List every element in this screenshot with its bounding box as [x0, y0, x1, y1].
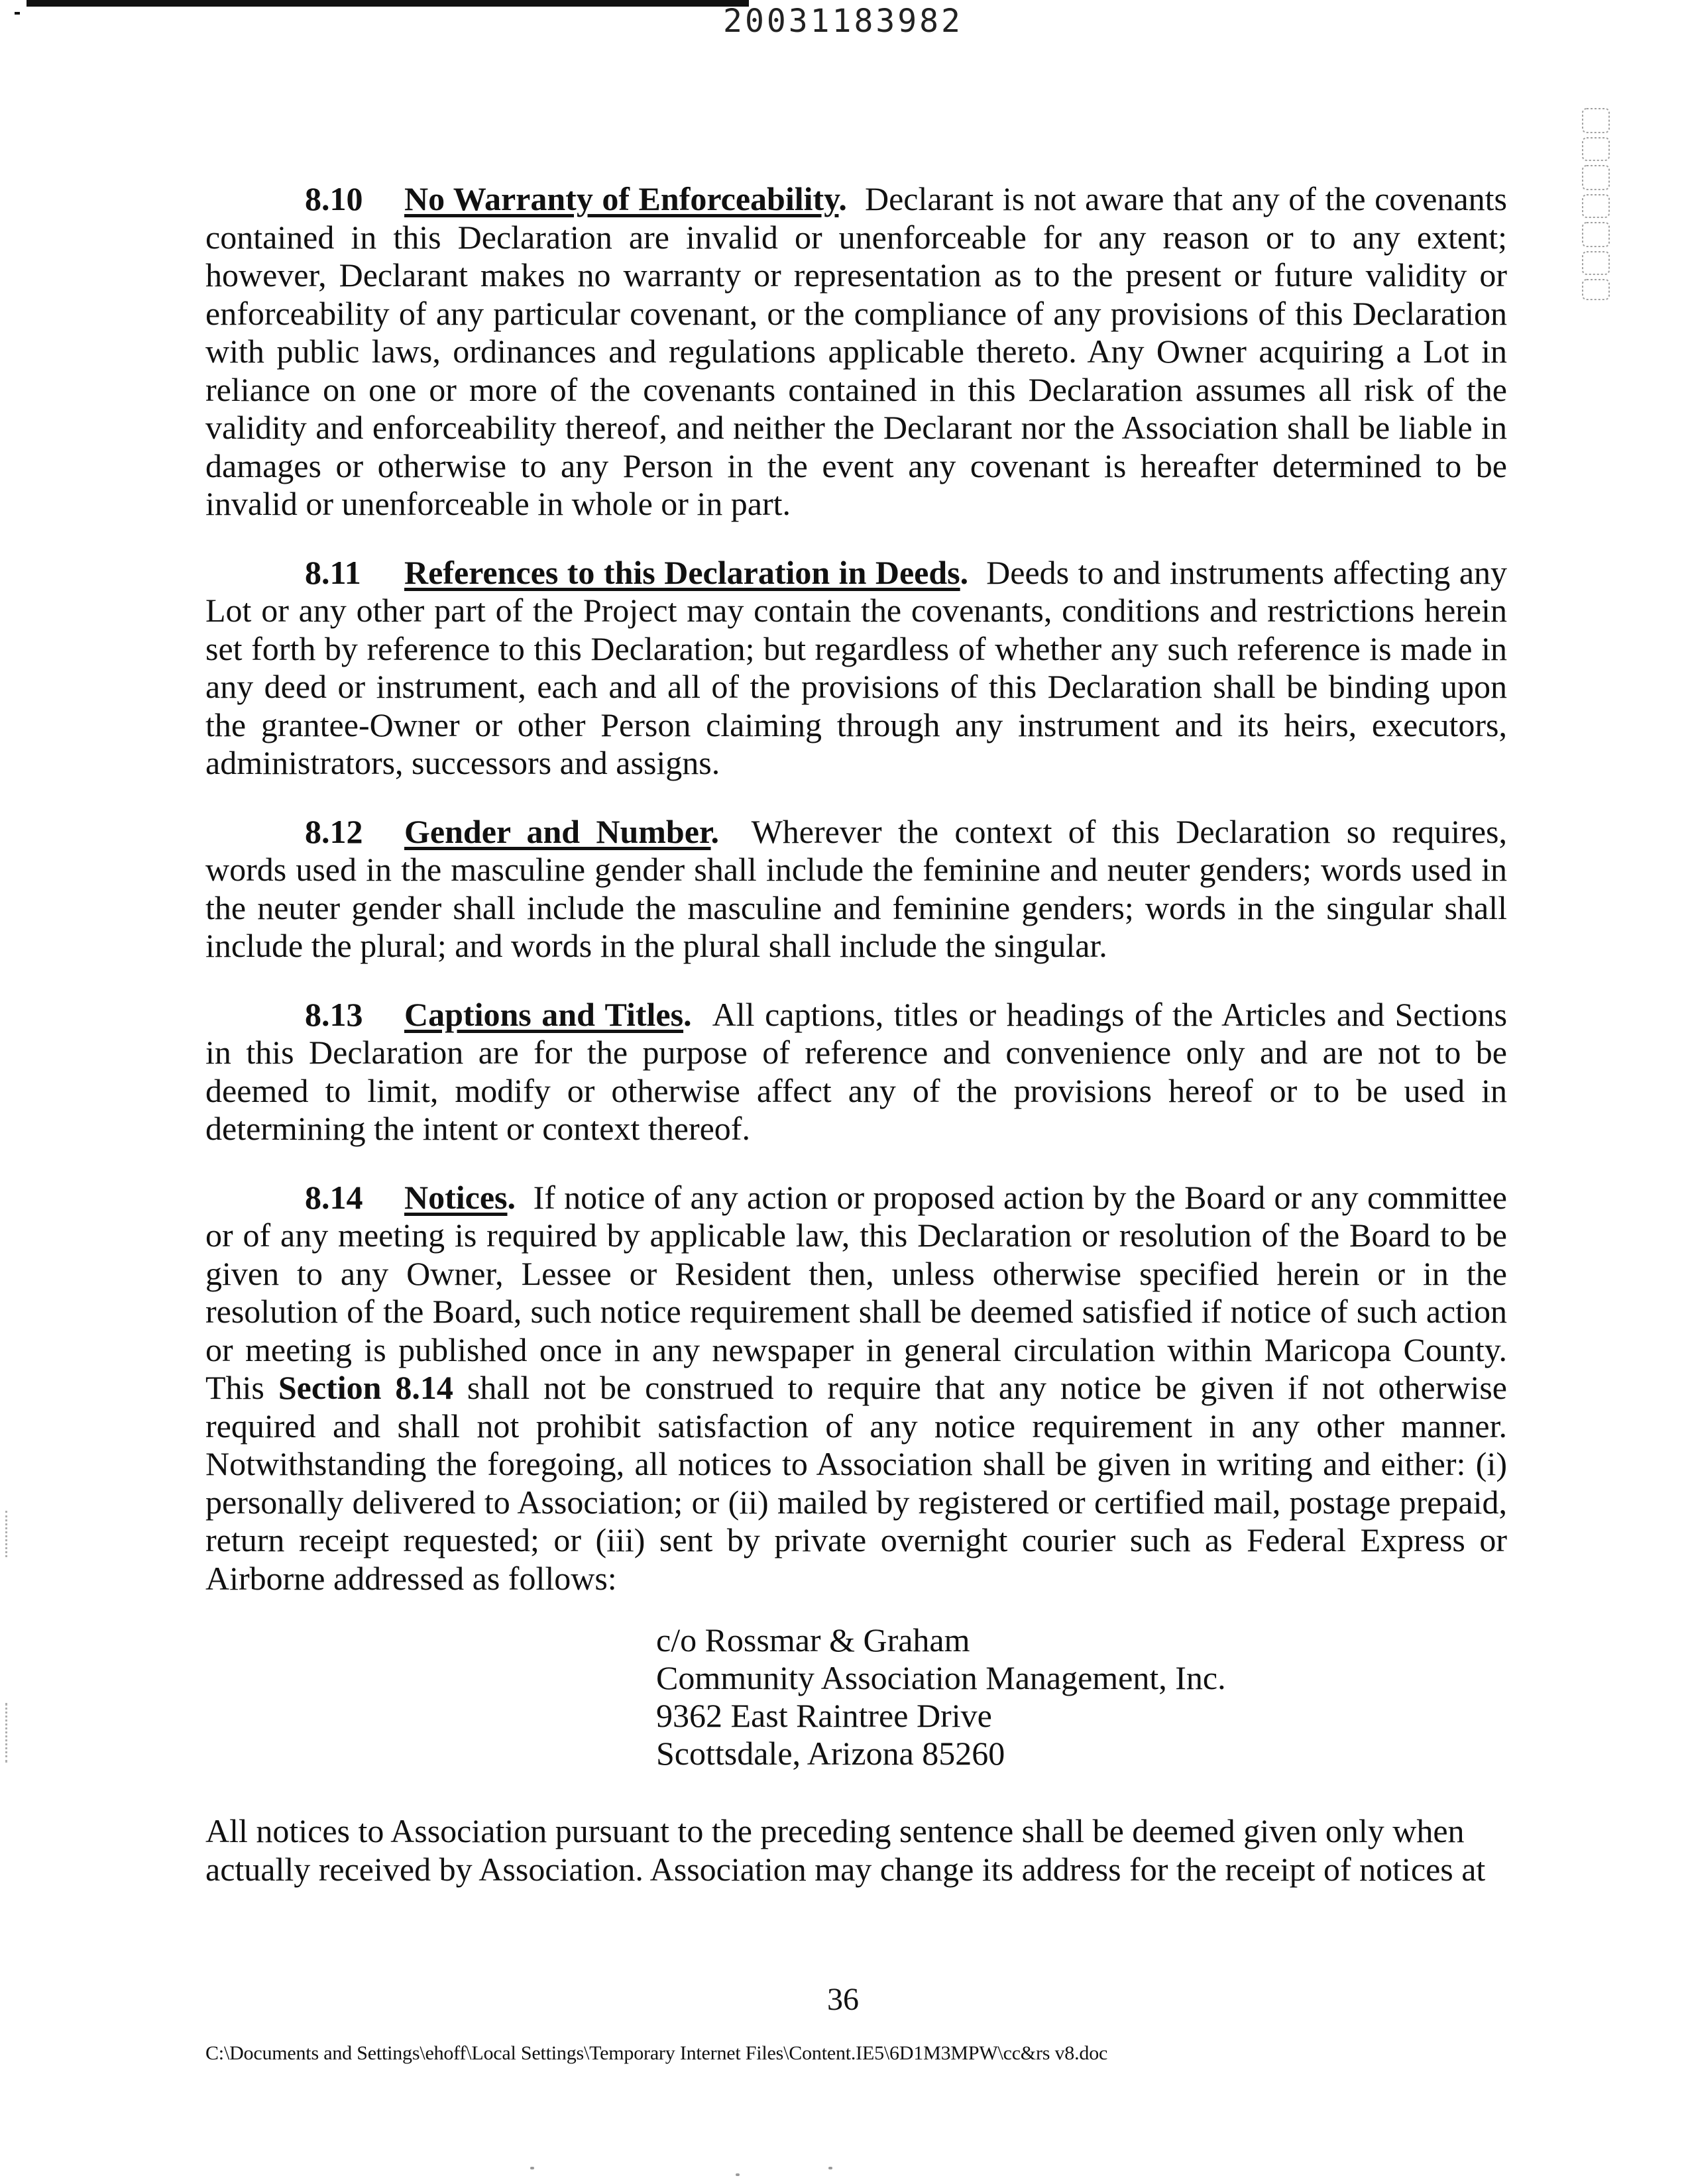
scan-speck	[736, 2173, 740, 2176]
section-body: Declarant is not aware that any of the covenants contained in this Declaration are invalid or unenforceable for any reason or to any extent; however, Declarant makes no warranty or representation as to the present or future validity or enforceability of any particular covenant, or the compliance of any provisions of this Declaration with public laws, ordinances and regulations applicable thereto. Any Owner acquiring a Lot in reliance on one or more of the covenants contained in this Declaration assumes all risk of the validity and enforceability thereof, and neither the Declarant nor the Association shall be liable in damages or otherwise to any Person in the event any covenant is hereafter determined to be invalid or unenforceable in whole or in part.	[205, 180, 1508, 522]
notice-address-block	[656, 1621, 1507, 1773]
section-8-11: 8.11 References to this Declaration in Deeds. Deeds to and instruments affecting any Lot or any other part of the Project may contain the covenants, conditions and restrictions herein set forth by reference to this Declaration; but regardless of whether any such reference is made in any deed or instrument, each and all of the provisions of this Declaration shall be binding upon the grantee-Owner or other Person claiming through any instrument and its heirs, executors, administrators, successors and assigns.	[205, 553, 1508, 781]
address-line: Community Association Management, Inc.	[656, 1659, 1226, 1696]
address-line: c/o Rossmar & Graham	[656, 1621, 970, 1659]
page-number: 36	[827, 1982, 859, 2017]
section-8-12: 8.12 Gender and Number. Wherever the context of this Declaration so requires, words used in the masculine gender shall include the feminine and neuter genders; words used in the neuter gender shall include the masculine and feminine genders; words in the singular shall include the plural; and words in the plural shall include the singular.	[205, 812, 1507, 964]
document-body	[205, 180, 1507, 1888]
margin-recording-stamp	[1577, 106, 1616, 305]
section-title: Gender and Number	[404, 812, 711, 850]
margin-dot-marks	[5, 1703, 11, 1763]
section-number: 8.14	[305, 1178, 363, 1216]
section-title: Captions and Titles	[404, 995, 684, 1033]
section-body: If notice of any action or proposed action by the Board or any committee or of any meeting is required by applicable law, this Declaration or resolution of the Board to be given to any Owner, Lessee or Resident then, unless otherwise specified herein or in the resolution of the Board, such notice requirement shall be deemed satisfied if notice of such action or meeting is published once in any newspaper in general circulation within Maricopa County. This	[205, 1178, 1508, 1406]
section-title: No Warranty of Enforceability	[404, 180, 839, 217]
margin-dot-marks	[5, 1511, 11, 1557]
section-number: 8.13	[305, 995, 363, 1033]
stamp-glyphs-image	[1577, 106, 1616, 305]
closing-paragraph: All notices to Association pursuant to the preceding sentence shall be deemed given only when actually received by Association. Association may change its address for the receipt of notices at	[205, 1812, 1486, 1888]
section-title: Notices	[404, 1178, 508, 1216]
section-body: Deeds to and instruments affecting any Lot or any other part of the Project may contain the covenants, conditions and restrictions herein set forth by reference to this Declaration; but regardless of whether any such reference is made in any deed or instrument, each and all of the provisions of this Declaration shall be binding upon the grantee-Owner or other Person claiming through any instrument and its heirs, executors, administrators, successors and assigns.	[205, 553, 1508, 781]
section-title: References to this Declaration in Deeds	[404, 553, 960, 591]
section-8-13: 8.13 Captions and Titles. All captions, titles or headings of the Articles and Sections in this Declaration are for the purpose of reference and convenience only and are not to be deemed to limit, modify or otherwise affect any of the provisions hereof or to be used in determining the intent or context thereof.	[205, 995, 1508, 1147]
section-body: Wherever the context of this Declaration so requires, words used in the masculine gender shall include the feminine and neuter genders; words used in the neuter gender shall include the masculine and feminine genders; words in the singular shall include the plural; and words in the plural shall include the singular.	[205, 812, 1507, 964]
section-8-10: 8.10 No Warranty of Enforceability. Declarant is not aware that any of the covenants contained in this Declaration are invalid or unenforceable for any reason or to any extent; however, Declarant makes no warranty or representation as to the present or future validity or enforceability of any particular covenant, or the compliance of any provisions of this Declaration with public laws, ordinances and regulations applicable thereto. Any Owner acquiring a Lot in reliance on one or more of the covenants contained in this Declaration assumes all risk of the validity and enforceability thereof, and neither the Declarant nor the Association shall be liable in damages or otherwise to any Person in the event any covenant is hereafter determined to be invalid or unenforceable in whole or in part.	[205, 180, 1508, 522]
address-line: Scottsdale, Arizona 85260	[656, 1735, 1005, 1772]
section-body-continued: shall not be construed to require that any notice be given if not otherwise required and shall not prohibit satisfaction of any notice requirement in any other manner. Notwithstanding the foregoing, all notices to Association shall be given in writing and either: (i) personally delivered to Association; or (ii) mailed by registered or certified mail, postage prepaid, return receipt requested; or (iii) sent by private overnight courier such as Federal Express or Airborne addressed as follows:	[205, 1369, 1507, 1597]
document-file-path: C:\Documents and Settings\ehoff\Local Settings\Temporary Internet Files\Content.IE5\6D1M3MPW\cc&rs v8.doc	[205, 2042, 1108, 2064]
scan-speck	[828, 2167, 832, 2169]
recording-number: 20031183982	[723, 3, 963, 40]
address-line: 9362 East Raintree Drive	[656, 1697, 992, 1734]
section-cross-reference: Section 8.14	[278, 1369, 453, 1406]
section-number: 8.10	[305, 180, 363, 217]
section-number: 8.12	[305, 812, 363, 850]
section-body: All captions, titles or headings of the Articles and Sections in this Declaration are for the purpose of reference and convenience only and are not to be deemed to limit, modify or otherwise affect any of the provisions hereof or to be used in determining the intent or context thereof.	[205, 995, 1508, 1147]
section-number: 8.11	[305, 553, 361, 591]
scan-speck	[530, 2167, 534, 2169]
section-8-14: 8.14 Notices. If notice of any action or proposed action by the Board or any committee or of any meeting is required by applicable law, this Declaration or resolution of the Board to be given to any Owner, Lessee or Resident then, unless otherwise specified herein or in the resolution of the Board, such notice requirement shall be deemed satisfied if notice of such action or meeting is published once in any newspaper in general circulation within Maricopa County. This Section 8.14 shall not be construed to require that any notice be given if not otherwise required and shall not prohibit satisfaction of any notice requirement in any other manner. Notwithstanding the foregoing, all notices to Association shall be given in writing and either: (i) personally delivered to Association; or (ii) mailed by registered or certified mail, postage prepaid, return receipt requested; or (iii) sent by private overnight courier such as Federal Express or Airborne addressed as follows:	[205, 1178, 1508, 1597]
